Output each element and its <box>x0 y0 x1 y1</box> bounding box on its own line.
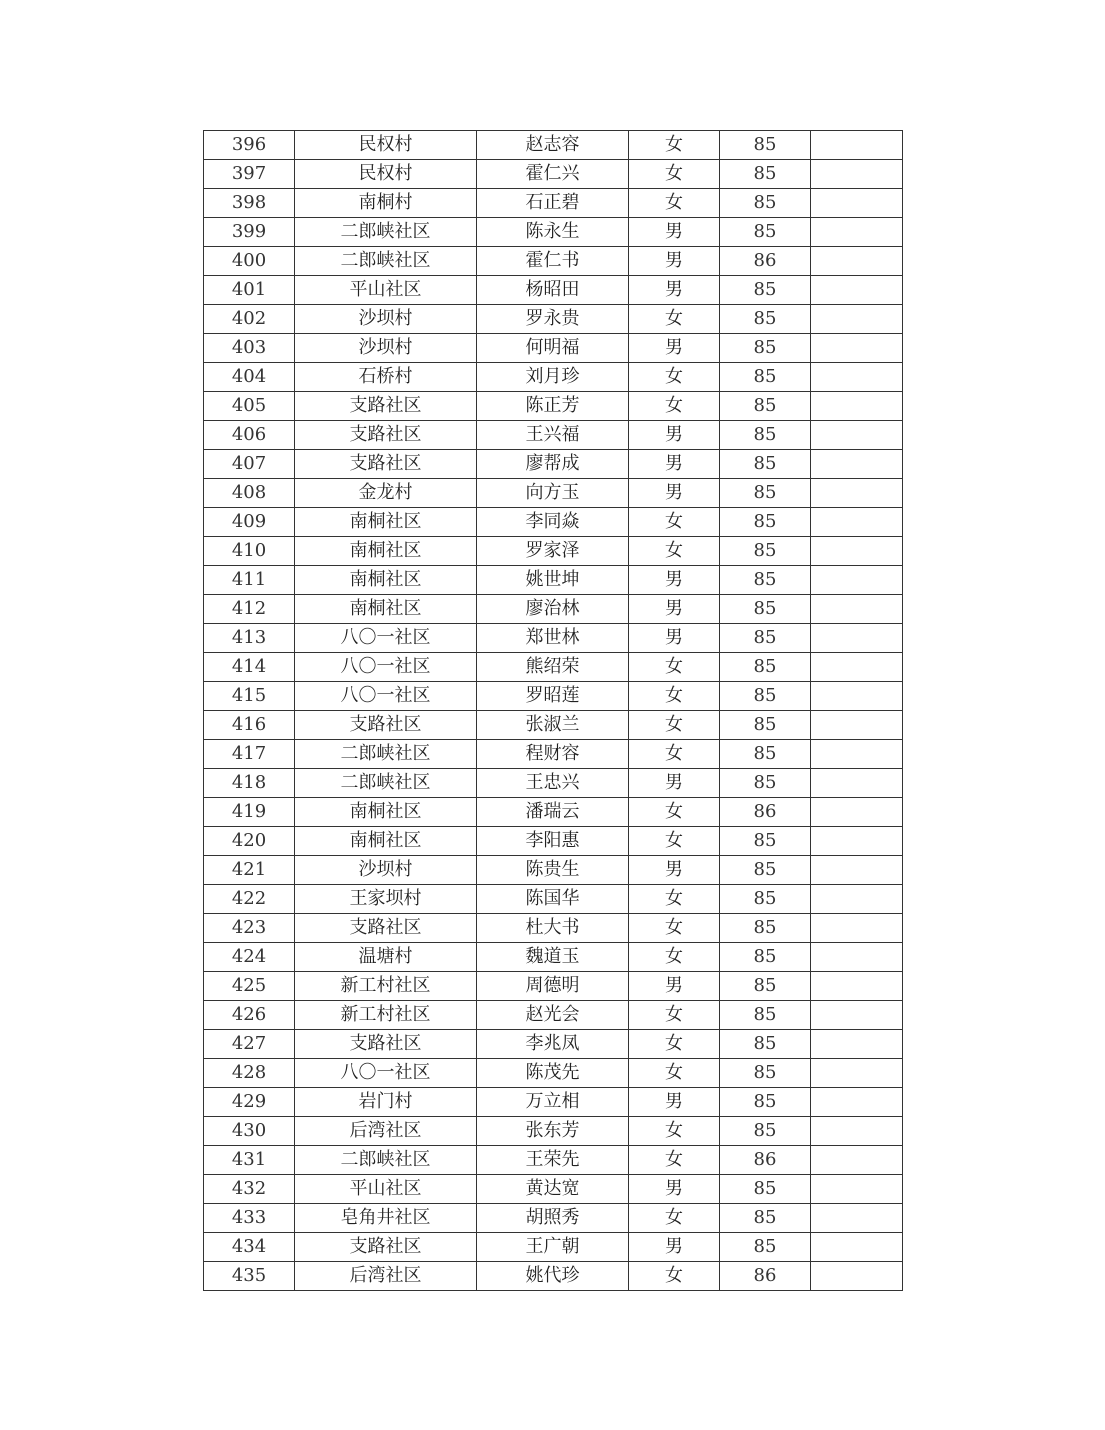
community-cell: 沙坝村 <box>295 856 477 885</box>
remark-cell <box>811 1146 903 1175</box>
roster-body <box>204 131 903 1291</box>
person-name-cell: 王荣先 <box>477 1146 629 1175</box>
community-cell: 民权村 <box>295 131 477 160</box>
gender-cell: 女 <box>629 1146 720 1175</box>
age-cell: 85 <box>720 595 811 624</box>
person-name-cell: 姚代珍 <box>477 1262 629 1291</box>
community-cell: 八〇一社区 <box>295 682 477 711</box>
table-row <box>204 1233 903 1262</box>
age-cell: 85 <box>720 479 811 508</box>
person-name-cell: 周德明 <box>477 972 629 1001</box>
remark-cell <box>811 479 903 508</box>
gender-cell: 女 <box>629 1059 720 1088</box>
table-row <box>204 856 903 885</box>
person-name-cell: 张淑兰 <box>477 711 629 740</box>
person-name-cell: 石正碧 <box>477 189 629 218</box>
table-row <box>204 653 903 682</box>
row-number-cell: 424 <box>204 943 295 972</box>
community-cell: 皂角井社区 <box>295 1204 477 1233</box>
table-row <box>204 972 903 1001</box>
age-cell: 85 <box>720 392 811 421</box>
table-row <box>204 1175 903 1204</box>
remark-cell <box>811 189 903 218</box>
table-row <box>204 305 903 334</box>
row-number-cell: 396 <box>204 131 295 160</box>
gender-cell: 男 <box>629 247 720 276</box>
table-row <box>204 1204 903 1233</box>
community-cell: 二郎峡社区 <box>295 769 477 798</box>
age-cell: 85 <box>720 218 811 247</box>
row-number-cell: 429 <box>204 1088 295 1117</box>
remark-cell <box>811 943 903 972</box>
person-name-cell: 魏道玉 <box>477 943 629 972</box>
age-cell: 85 <box>720 305 811 334</box>
person-name-cell: 胡照秀 <box>477 1204 629 1233</box>
gender-cell: 女 <box>629 653 720 682</box>
remark-cell <box>811 566 903 595</box>
table-row <box>204 421 903 450</box>
table-row <box>204 595 903 624</box>
community-cell: 支路社区 <box>295 392 477 421</box>
row-number-cell: 405 <box>204 392 295 421</box>
person-name-cell: 廖帮成 <box>477 450 629 479</box>
person-name-cell: 陈永生 <box>477 218 629 247</box>
age-cell: 86 <box>720 247 811 276</box>
gender-cell: 女 <box>629 798 720 827</box>
row-number-cell: 404 <box>204 363 295 392</box>
age-cell: 85 <box>720 827 811 856</box>
remark-cell <box>811 305 903 334</box>
gender-cell: 女 <box>629 1030 720 1059</box>
remark-cell <box>811 624 903 653</box>
age-cell: 85 <box>720 160 811 189</box>
row-number-cell: 432 <box>204 1175 295 1204</box>
remark-cell <box>811 450 903 479</box>
person-name-cell: 李兆凤 <box>477 1030 629 1059</box>
remark-cell <box>811 247 903 276</box>
age-cell: 85 <box>720 711 811 740</box>
table-row <box>204 537 903 566</box>
community-cell: 岩门村 <box>295 1088 477 1117</box>
community-cell: 南桐社区 <box>295 508 477 537</box>
community-cell: 平山社区 <box>295 1175 477 1204</box>
roster-table <box>203 130 903 1291</box>
row-number-cell: 397 <box>204 160 295 189</box>
person-name-cell: 郑世林 <box>477 624 629 653</box>
person-name-cell: 霍仁兴 <box>477 160 629 189</box>
community-cell: 南桐社区 <box>295 537 477 566</box>
table-row <box>204 798 903 827</box>
row-number-cell: 420 <box>204 827 295 856</box>
table-row <box>204 1001 903 1030</box>
age-cell: 85 <box>720 450 811 479</box>
gender-cell: 女 <box>629 392 720 421</box>
community-cell: 支路社区 <box>295 1030 477 1059</box>
table-row <box>204 711 903 740</box>
row-number-cell: 430 <box>204 1117 295 1146</box>
remark-cell <box>811 1088 903 1117</box>
row-number-cell: 433 <box>204 1204 295 1233</box>
table-row <box>204 943 903 972</box>
remark-cell <box>811 1175 903 1204</box>
remark-cell <box>811 1059 903 1088</box>
age-cell: 86 <box>720 1262 811 1291</box>
remark-cell <box>811 218 903 247</box>
community-cell: 二郎峡社区 <box>295 247 477 276</box>
remark-cell <box>811 885 903 914</box>
age-cell: 85 <box>720 769 811 798</box>
person-name-cell: 杨昭田 <box>477 276 629 305</box>
gender-cell: 男 <box>629 624 720 653</box>
gender-cell: 男 <box>629 972 720 1001</box>
remark-cell <box>811 1204 903 1233</box>
community-cell: 沙坝村 <box>295 334 477 363</box>
age-cell: 85 <box>720 1059 811 1088</box>
community-cell: 二郎峡社区 <box>295 740 477 769</box>
row-number-cell: 418 <box>204 769 295 798</box>
remark-cell <box>811 421 903 450</box>
remark-cell <box>811 856 903 885</box>
community-cell: 沙坝村 <box>295 305 477 334</box>
age-cell: 85 <box>720 682 811 711</box>
age-cell: 85 <box>720 1175 811 1204</box>
row-number-cell: 435 <box>204 1262 295 1291</box>
row-number-cell: 409 <box>204 508 295 537</box>
community-cell: 支路社区 <box>295 711 477 740</box>
row-number-cell: 417 <box>204 740 295 769</box>
gender-cell: 女 <box>629 943 720 972</box>
age-cell: 85 <box>720 131 811 160</box>
person-name-cell: 霍仁书 <box>477 247 629 276</box>
gender-cell: 男 <box>629 479 720 508</box>
community-cell: 南桐社区 <box>295 798 477 827</box>
age-cell: 85 <box>720 653 811 682</box>
gender-cell: 男 <box>629 856 720 885</box>
age-cell: 85 <box>720 856 811 885</box>
gender-cell: 女 <box>629 537 720 566</box>
person-name-cell: 王忠兴 <box>477 769 629 798</box>
person-name-cell: 陈国华 <box>477 885 629 914</box>
table-row <box>204 769 903 798</box>
table-row <box>204 363 903 392</box>
gender-cell: 女 <box>629 914 720 943</box>
remark-cell <box>811 1117 903 1146</box>
age-cell: 85 <box>720 363 811 392</box>
row-number-cell: 419 <box>204 798 295 827</box>
row-number-cell: 416 <box>204 711 295 740</box>
gender-cell: 男 <box>629 450 720 479</box>
remark-cell <box>811 131 903 160</box>
remark-cell <box>811 508 903 537</box>
age-cell: 86 <box>720 1146 811 1175</box>
age-cell: 85 <box>720 885 811 914</box>
gender-cell: 女 <box>629 160 720 189</box>
age-cell: 85 <box>720 537 811 566</box>
remark-cell <box>811 769 903 798</box>
community-cell: 二郎峡社区 <box>295 218 477 247</box>
table-row <box>204 566 903 595</box>
community-cell: 二郎峡社区 <box>295 1146 477 1175</box>
age-cell: 85 <box>720 1030 811 1059</box>
remark-cell <box>811 276 903 305</box>
community-cell: 新工村社区 <box>295 972 477 1001</box>
remark-cell <box>811 972 903 1001</box>
age-cell: 85 <box>720 566 811 595</box>
remark-cell <box>811 798 903 827</box>
gender-cell: 女 <box>629 508 720 537</box>
table-row <box>204 392 903 421</box>
person-name-cell: 黄达宽 <box>477 1175 629 1204</box>
table-row <box>204 1117 903 1146</box>
gender-cell: 男 <box>629 566 720 595</box>
row-number-cell: 421 <box>204 856 295 885</box>
age-cell: 85 <box>720 624 811 653</box>
community-cell: 支路社区 <box>295 1233 477 1262</box>
age-cell: 85 <box>720 276 811 305</box>
gender-cell: 男 <box>629 421 720 450</box>
community-cell: 支路社区 <box>295 421 477 450</box>
community-cell: 后湾社区 <box>295 1262 477 1291</box>
table-row <box>204 508 903 537</box>
community-cell: 八〇一社区 <box>295 624 477 653</box>
community-cell: 平山社区 <box>295 276 477 305</box>
table-row <box>204 914 903 943</box>
row-number-cell: 428 <box>204 1059 295 1088</box>
community-cell: 南桐村 <box>295 189 477 218</box>
person-name-cell: 潘瑞云 <box>477 798 629 827</box>
gender-cell: 女 <box>629 1262 720 1291</box>
row-number-cell: 411 <box>204 566 295 595</box>
gender-cell: 女 <box>629 827 720 856</box>
person-name-cell: 赵志容 <box>477 131 629 160</box>
community-cell: 民权村 <box>295 160 477 189</box>
gender-cell: 女 <box>629 1117 720 1146</box>
remark-cell <box>811 334 903 363</box>
community-cell: 八〇一社区 <box>295 653 477 682</box>
gender-cell: 男 <box>629 595 720 624</box>
age-cell: 85 <box>720 1204 811 1233</box>
gender-cell: 女 <box>629 682 720 711</box>
remark-cell <box>811 1262 903 1291</box>
gender-cell: 男 <box>629 769 720 798</box>
community-cell: 南桐社区 <box>295 827 477 856</box>
table-row <box>204 624 903 653</box>
age-cell: 85 <box>720 1001 811 1030</box>
remark-cell <box>811 682 903 711</box>
row-number-cell: 434 <box>204 1233 295 1262</box>
age-cell: 85 <box>720 334 811 363</box>
row-number-cell: 415 <box>204 682 295 711</box>
community-cell: 石桥村 <box>295 363 477 392</box>
age-cell: 85 <box>720 1088 811 1117</box>
gender-cell: 女 <box>629 740 720 769</box>
age-cell: 85 <box>720 508 811 537</box>
row-number-cell: 423 <box>204 914 295 943</box>
person-name-cell: 廖治林 <box>477 595 629 624</box>
community-cell: 南桐社区 <box>295 595 477 624</box>
community-cell: 支路社区 <box>295 914 477 943</box>
person-name-cell: 张东芳 <box>477 1117 629 1146</box>
person-name-cell: 向方玉 <box>477 479 629 508</box>
gender-cell: 男 <box>629 1088 720 1117</box>
table-row <box>204 1059 903 1088</box>
row-number-cell: 398 <box>204 189 295 218</box>
row-number-cell: 399 <box>204 218 295 247</box>
table-row <box>204 479 903 508</box>
community-cell: 温塘村 <box>295 943 477 972</box>
table-row <box>204 1088 903 1117</box>
gender-cell: 女 <box>629 885 720 914</box>
table-row <box>204 218 903 247</box>
row-number-cell: 425 <box>204 972 295 1001</box>
row-number-cell: 427 <box>204 1030 295 1059</box>
row-number-cell: 413 <box>204 624 295 653</box>
age-cell: 85 <box>720 1117 811 1146</box>
age-cell: 85 <box>720 1233 811 1262</box>
community-cell: 南桐社区 <box>295 566 477 595</box>
age-cell: 85 <box>720 740 811 769</box>
row-number-cell: 403 <box>204 334 295 363</box>
row-number-cell: 412 <box>204 595 295 624</box>
person-name-cell: 何明福 <box>477 334 629 363</box>
community-cell: 金龙村 <box>295 479 477 508</box>
table-row <box>204 827 903 856</box>
gender-cell: 女 <box>629 189 720 218</box>
person-name-cell: 程财容 <box>477 740 629 769</box>
remark-cell <box>811 1233 903 1262</box>
table-row <box>204 1262 903 1291</box>
person-name-cell: 赵光会 <box>477 1001 629 1030</box>
age-cell: 86 <box>720 798 811 827</box>
person-name-cell: 刘月珍 <box>477 363 629 392</box>
row-number-cell: 414 <box>204 653 295 682</box>
remark-cell <box>811 827 903 856</box>
table-row <box>204 885 903 914</box>
person-name-cell: 陈茂先 <box>477 1059 629 1088</box>
person-name-cell: 万立相 <box>477 1088 629 1117</box>
gender-cell: 男 <box>629 1233 720 1262</box>
age-cell: 85 <box>720 421 811 450</box>
community-cell: 八〇一社区 <box>295 1059 477 1088</box>
remark-cell <box>811 653 903 682</box>
table-row <box>204 160 903 189</box>
remark-cell <box>811 595 903 624</box>
person-name-cell: 姚世坤 <box>477 566 629 595</box>
row-number-cell: 410 <box>204 537 295 566</box>
remark-cell <box>811 392 903 421</box>
gender-cell: 女 <box>629 305 720 334</box>
remark-cell <box>811 160 903 189</box>
gender-cell: 男 <box>629 334 720 363</box>
remark-cell <box>811 1030 903 1059</box>
person-name-cell: 罗昭莲 <box>477 682 629 711</box>
gender-cell: 女 <box>629 711 720 740</box>
person-name-cell: 陈正芳 <box>477 392 629 421</box>
table-row <box>204 247 903 276</box>
community-cell: 新工村社区 <box>295 1001 477 1030</box>
table-row <box>204 1030 903 1059</box>
person-name-cell: 陈贵生 <box>477 856 629 885</box>
age-cell: 85 <box>720 972 811 1001</box>
remark-cell <box>811 1001 903 1030</box>
row-number-cell: 402 <box>204 305 295 334</box>
person-name-cell: 王广朝 <box>477 1233 629 1262</box>
person-name-cell: 罗永贵 <box>477 305 629 334</box>
row-number-cell: 431 <box>204 1146 295 1175</box>
person-name-cell: 熊绍荣 <box>477 653 629 682</box>
gender-cell: 女 <box>629 131 720 160</box>
table-row <box>204 276 903 305</box>
row-number-cell: 408 <box>204 479 295 508</box>
table-row <box>204 450 903 479</box>
table-row <box>204 1146 903 1175</box>
age-cell: 85 <box>720 189 811 218</box>
remark-cell <box>811 537 903 566</box>
row-number-cell: 401 <box>204 276 295 305</box>
remark-cell <box>811 914 903 943</box>
table-row <box>204 334 903 363</box>
row-number-cell: 406 <box>204 421 295 450</box>
community-cell: 支路社区 <box>295 450 477 479</box>
gender-cell: 女 <box>629 363 720 392</box>
person-name-cell: 杜大书 <box>477 914 629 943</box>
gender-cell: 女 <box>629 1204 720 1233</box>
age-cell: 85 <box>720 914 811 943</box>
remark-cell <box>811 711 903 740</box>
person-name-cell: 罗家泽 <box>477 537 629 566</box>
table-row <box>204 131 903 160</box>
row-number-cell: 422 <box>204 885 295 914</box>
remark-cell <box>811 740 903 769</box>
remark-cell <box>811 363 903 392</box>
table-row <box>204 189 903 218</box>
community-cell: 王家坝村 <box>295 885 477 914</box>
table-row <box>204 740 903 769</box>
table-row <box>204 682 903 711</box>
person-name-cell: 李同焱 <box>477 508 629 537</box>
row-number-cell: 426 <box>204 1001 295 1030</box>
person-name-cell: 李阳惠 <box>477 827 629 856</box>
age-cell: 85 <box>720 943 811 972</box>
row-number-cell: 407 <box>204 450 295 479</box>
gender-cell: 女 <box>629 1001 720 1030</box>
gender-cell: 男 <box>629 276 720 305</box>
gender-cell: 男 <box>629 1175 720 1204</box>
community-cell: 后湾社区 <box>295 1117 477 1146</box>
gender-cell: 男 <box>629 218 720 247</box>
person-name-cell: 王兴福 <box>477 421 629 450</box>
row-number-cell: 400 <box>204 247 295 276</box>
